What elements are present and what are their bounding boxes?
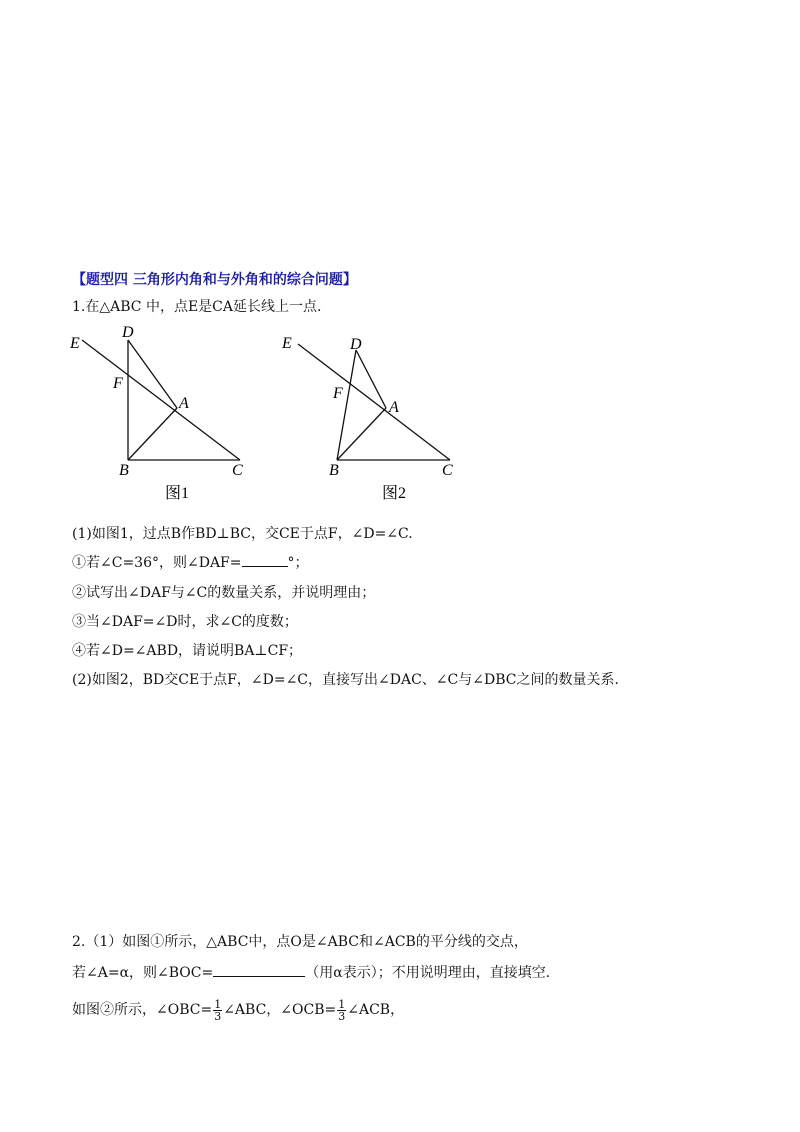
fraction-numerator-2: 1: [338, 997, 346, 1011]
problem1-q4: ④若∠D=∠ABD，请说明BA⊥CF；: [72, 643, 303, 659]
problem1-q3: ③当∠DAF=∠D时，求∠C的度数；: [72, 614, 298, 630]
fraction-one-third-2: [337, 999, 346, 1022]
problem1-q1: [72, 552, 309, 573]
problem2-line2: [72, 962, 550, 983]
problem2-line3: [72, 996, 404, 1024]
problem2-line1: 2.（1）如图①所示，△ABC中，点O是∠ABC和∠ACB的平分线的交点，: [72, 934, 528, 950]
label-E: E: [70, 335, 80, 352]
label-B: B: [329, 462, 339, 479]
line-EC: [298, 344, 450, 460]
line3-mid: ∠ABC，∠OCB=: [223, 1002, 337, 1018]
answer-blank-daf[interactable]: [242, 552, 288, 567]
line2-suffix: （用α表示）；不用说明理由，直接填空.: [305, 965, 551, 981]
fraction-numerator: 1: [214, 997, 222, 1011]
answer-blank-boc[interactable]: [213, 962, 305, 977]
line-DA: [128, 340, 177, 408]
fraction-one-third: [213, 999, 222, 1022]
line2-prefix: 若∠A=α，则∠BOC=: [72, 965, 214, 981]
label-B: B: [119, 462, 129, 479]
figure-1: [62, 318, 262, 503]
line3-suffix: ∠ACB，: [347, 1002, 405, 1018]
label-C: C: [232, 462, 243, 479]
label-F: F: [113, 375, 123, 392]
problem1-q2: ②试写出∠DAF与∠C的数量关系，并说明理由；: [72, 585, 376, 601]
line-EC: [82, 340, 240, 460]
label-A: A: [179, 395, 189, 412]
label-E: E: [282, 335, 292, 352]
section-title: 【题型四 三角形内角和与外角和的综合问题】: [72, 272, 357, 288]
figure-2-caption: 图2: [382, 485, 407, 502]
problem1-stem: 1.在△ABC 中，点E是CA延长线上一点.: [72, 299, 322, 315]
problem1-part1: (1)如图1，过点B作BD⊥BC，交CE于点F，∠D=∠C.: [72, 526, 413, 542]
line-BA: [128, 408, 177, 460]
label-D: D: [350, 336, 362, 353]
q1-prefix: ①若∠C=36°，则∠DAF=: [72, 555, 242, 571]
fraction-denominator-2: 3: [338, 1009, 346, 1023]
label-D: D: [122, 324, 134, 341]
figure-2: [272, 318, 472, 503]
line3-prefix: 如图②所示，∠OBC=: [72, 1002, 213, 1018]
q1-suffix: °；: [287, 555, 309, 571]
label-F: F: [333, 385, 343, 402]
problem1-part2: (2)如图2，BD交CE于点F，∠D=∠C，直接写出∠DAC、∠C与∠DBC之间的数量关系.: [72, 672, 619, 688]
label-A: A: [389, 399, 399, 416]
fraction-denominator: 3: [214, 1009, 222, 1023]
figure-1-caption: 图1: [165, 485, 190, 502]
label-C: C: [442, 462, 453, 479]
